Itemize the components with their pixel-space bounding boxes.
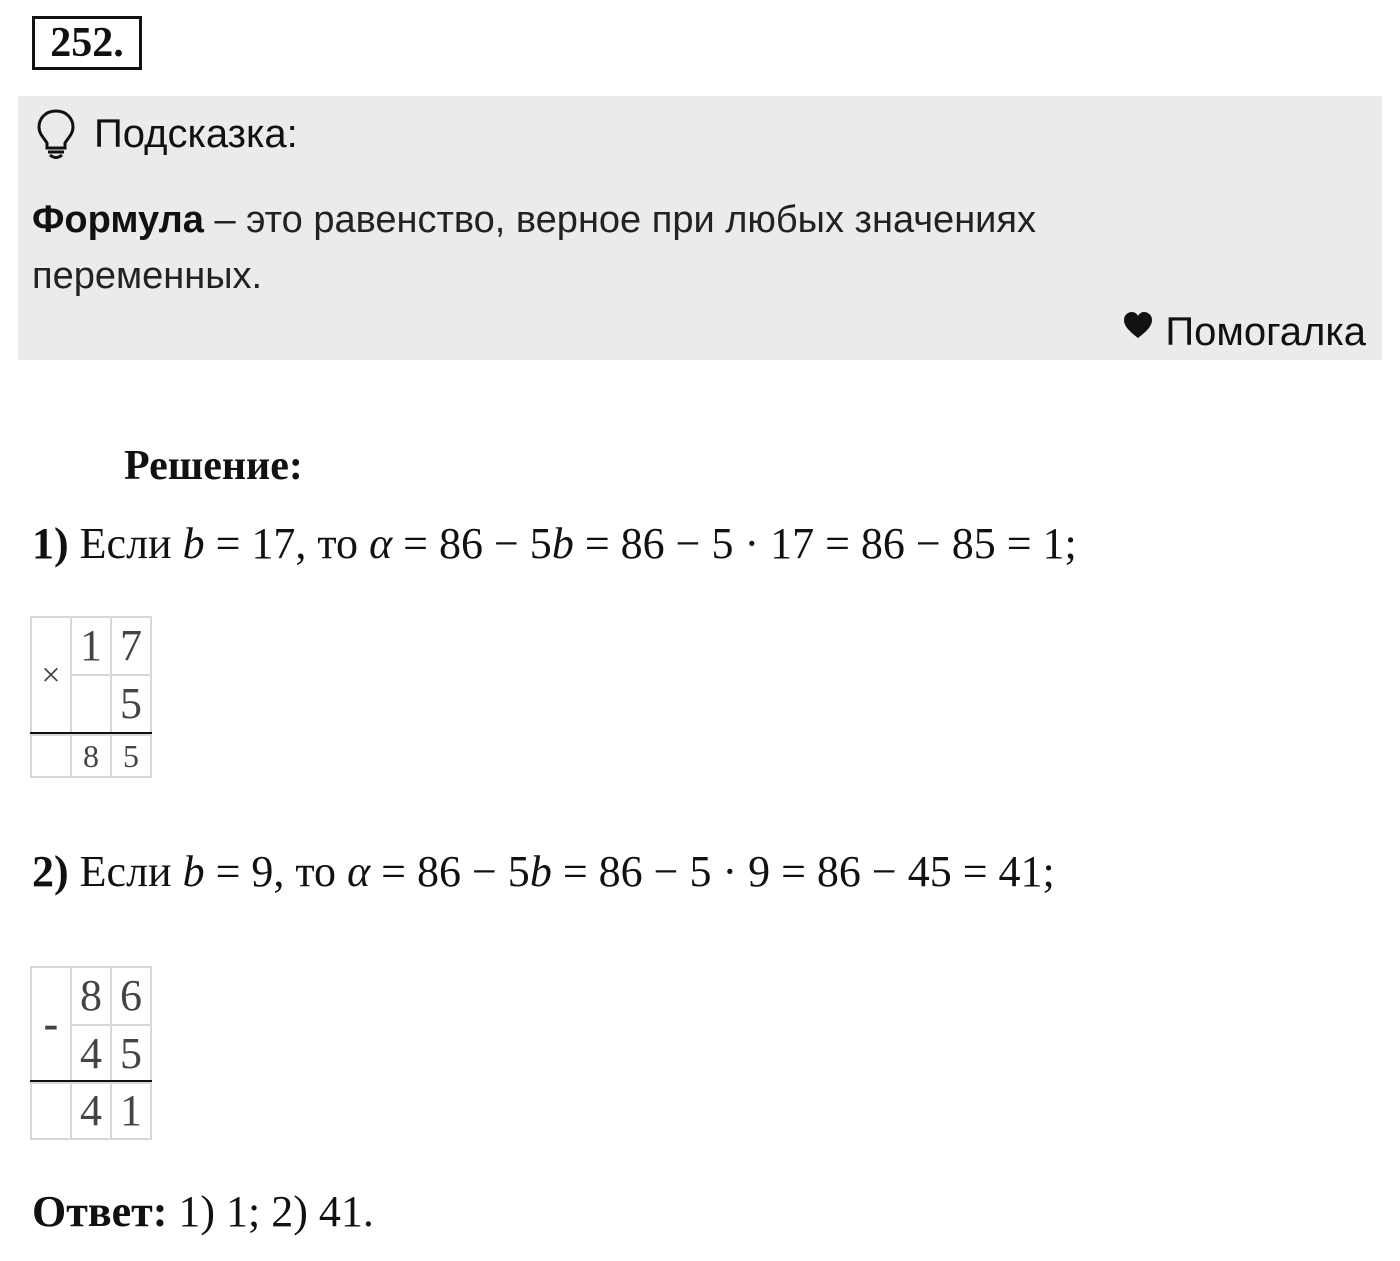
- step-1-to: то: [317, 519, 370, 568]
- answer: [32, 1184, 374, 1240]
- digit-cell: 8: [70, 734, 112, 778]
- digit-cell: 5: [110, 1024, 152, 1084]
- brand-link[interactable]: [1123, 304, 1366, 360]
- var-b: b: [529, 847, 552, 896]
- step-2-math: = 86 − 5 · 9 = 86 − 45 = 41;: [551, 847, 1055, 896]
- step-2-number: 2): [32, 847, 69, 896]
- digit-cell: 6: [110, 966, 152, 1026]
- digit-cell: 4: [70, 1024, 112, 1084]
- subtraction-column: [30, 966, 152, 1140]
- solution-step-2: [32, 844, 1055, 900]
- hint-box: [18, 96, 1382, 360]
- brand-label: Помогалка: [1165, 310, 1366, 354]
- multiplication-column: [30, 616, 152, 778]
- step-1-number: 1): [32, 519, 69, 568]
- minus-sign: -: [43, 999, 59, 1048]
- step-2-math: = 9,: [204, 847, 296, 896]
- digit-cell: 1: [70, 616, 112, 676]
- heart-icon: [1123, 311, 1153, 339]
- hint-title: Подсказка:: [94, 112, 298, 156]
- var-b: b: [182, 847, 205, 896]
- digit-cell: 5: [110, 674, 152, 734]
- var-b: b: [182, 519, 205, 568]
- digit-cell: [70, 674, 112, 734]
- step-2-to: то: [295, 847, 348, 896]
- hint-definition: [32, 192, 1192, 304]
- step-1-math: = 17,: [204, 519, 318, 568]
- lightbulb-icon: [36, 108, 76, 160]
- hint-term: Формула: [32, 199, 204, 241]
- solution-step-1: [32, 516, 1077, 572]
- multiply-sign: ×: [41, 657, 61, 694]
- digit-cell: [30, 1082, 72, 1140]
- step-1-text: Если: [68, 519, 183, 568]
- step-2-text: Если: [68, 847, 183, 896]
- var-alpha: α: [369, 519, 393, 568]
- digit-cell: 4: [70, 1082, 112, 1140]
- step-1-math: = 86 − 5: [392, 519, 552, 568]
- step-2-math: = 86 − 5: [370, 847, 530, 896]
- answer-text: 1) 1; 2) 41.: [167, 1187, 374, 1236]
- digit-cell: 5: [110, 734, 152, 778]
- step-1-math: = 86 − 5 · 17 = 86 − 85 = 1;: [573, 519, 1077, 568]
- solution-title: Решение:: [124, 443, 303, 489]
- var-b: b: [551, 519, 574, 568]
- answer-label: Ответ:: [32, 1187, 168, 1236]
- var-alpha: α: [347, 847, 371, 896]
- digit-cell: 8: [70, 966, 112, 1026]
- digit-cell: [30, 734, 72, 778]
- hint-definition-text: – это равенство, верное при любых значениях переменных.: [32, 199, 1036, 297]
- digit-cell: 7: [110, 616, 152, 676]
- task-number: 252.: [32, 16, 142, 70]
- digit-cell: 1: [110, 1082, 152, 1140]
